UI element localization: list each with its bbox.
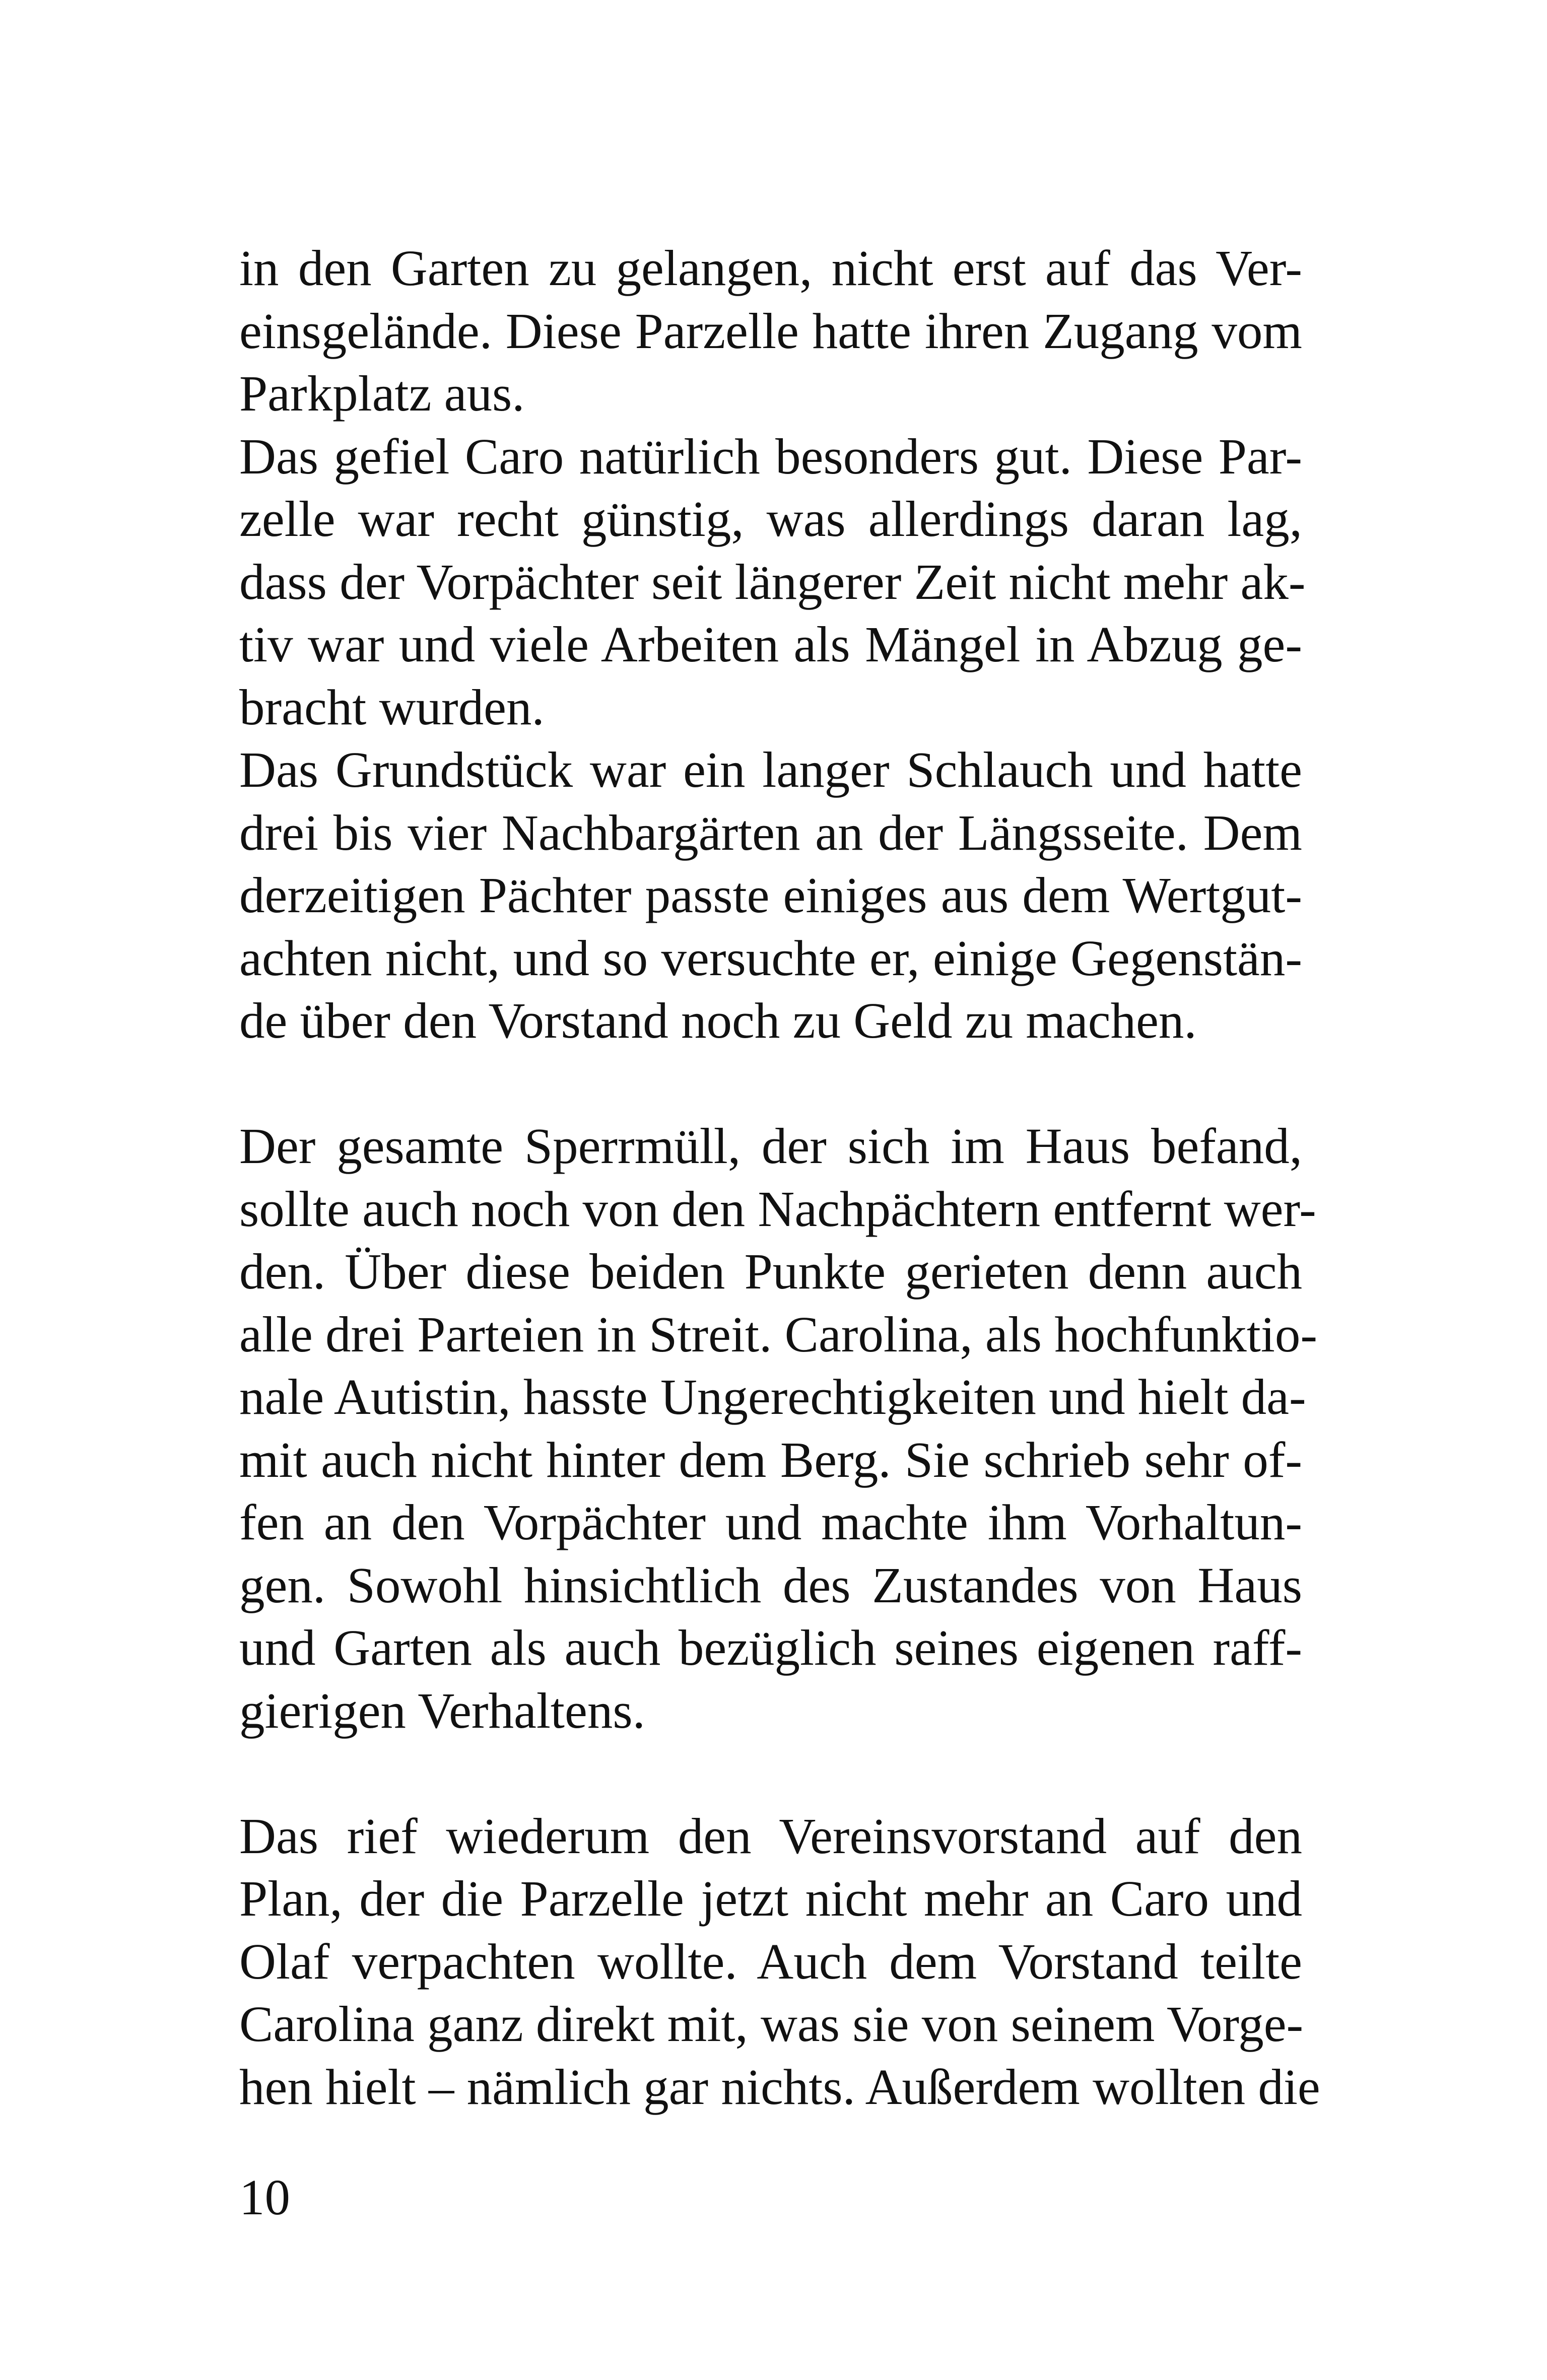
- text-line: sollte auch noch von den Nachpächtern entfernt wer-: [239, 1180, 1316, 1237]
- text-line: Das Grundstück war ein langer Schlauch und hatte: [239, 741, 1302, 798]
- text-line: den. Über diese beiden Punkte gerieten denn auch: [239, 1243, 1302, 1300]
- text-line: gen. Sowohl hinsichtlich des Zustandes von Haus: [239, 1556, 1302, 1613]
- text-line: Das gefiel Caro natürlich besonders gut. Diese Par-: [239, 428, 1302, 485]
- text-line: tiv war und viele Arbeiten als Mängel in Abzug ge-: [239, 616, 1302, 672]
- text-line: de über den Vorstand noch zu Geld zu machen.: [239, 992, 1197, 1049]
- text-line: in den Garten zu gelangen, nicht erst auf das Ver-: [239, 240, 1302, 296]
- body-text: [239, 237, 1320, 2118]
- text-line: Parkplatz aus.: [239, 365, 525, 422]
- text-line: und Garten als auch bezüglich seines eigenen raff-: [239, 1619, 1302, 1676]
- text-line: einsgelände. Diese Parzelle hatte ihren Zugang vom: [239, 302, 1302, 359]
- page-number: 10: [239, 2169, 290, 2225]
- text-line: mit auch nicht hinter dem Berg. Sie schrieb sehr of-: [239, 1431, 1302, 1488]
- text-line: gierigen Verhaltens.: [239, 1682, 645, 1739]
- paragraph-gap: [239, 1742, 1302, 1805]
- text-line: fen an den Vorpächter und machte ihm Vorhaltun-: [239, 1494, 1302, 1550]
- text-line: zelle war recht günstig, was allerdings daran lag,: [239, 491, 1302, 547]
- text-line: Olaf verpachten wollte. Auch dem Vorstand teilte: [239, 1933, 1302, 1990]
- text-line: alle drei Parteien in Streit. Carolina, als hochfunktio-: [239, 1306, 1318, 1363]
- text-line: bracht wurden.: [239, 678, 545, 735]
- text-line: dass der Vorpächter seit längerer Zeit nicht mehr ak-: [239, 553, 1306, 610]
- text-line: Plan, der die Parzelle jetzt nicht mehr an Caro und: [239, 1870, 1302, 1927]
- text-line: achten nicht, und so versuchte er, einige Gegenstän-: [239, 929, 1302, 986]
- paragraph-gap: [239, 1052, 1302, 1115]
- text-line: drei bis vier Nachbargärten an der Längsseite. Dem: [239, 804, 1302, 861]
- text-line: hen hielt – nämlich gar nichts. Außerdem wollten die: [239, 2058, 1320, 2115]
- text-line: Der gesamte Sperrmüll, der sich im Haus befand,: [239, 1118, 1302, 1174]
- text-line: derzeitigen Pächter passte einiges aus dem Wertgut-: [239, 867, 1302, 923]
- text-line: nale Autistin, hasste Ungerechtigkeiten und hielt da-: [239, 1369, 1306, 1425]
- text-line: Das rief wiederum den Vereinsvorstand auf den: [239, 1807, 1302, 1864]
- text-line: Carolina ganz direkt mit, was sie von seinem Vorge-: [239, 1996, 1304, 2052]
